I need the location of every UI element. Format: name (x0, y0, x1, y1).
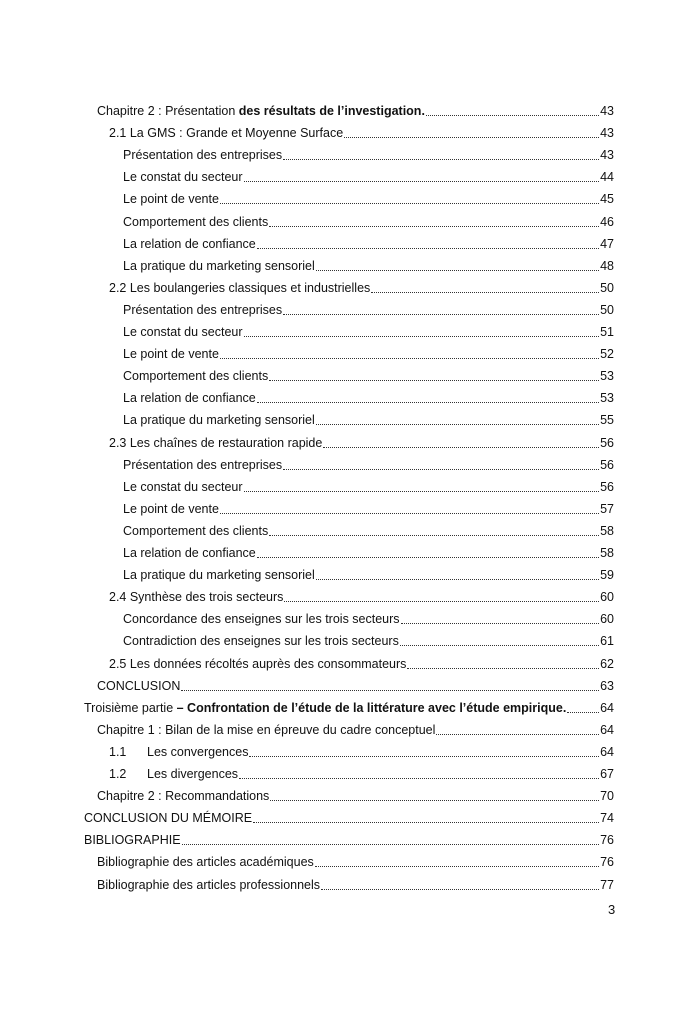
toc-entry-text: Présentation des entreprises (123, 148, 283, 163)
page-number: 3 (608, 902, 616, 917)
dot-leader (270, 800, 599, 801)
toc-entry-title (123, 479, 243, 495)
toc-entry-page: 57 (600, 501, 614, 516)
toc-entry-text: 2.4 Synthèse des trois secteurs (109, 590, 284, 605)
toc-entry-text: Comportement des clients (123, 523, 269, 538)
toc-entry[interactable] (123, 386, 616, 406)
dot-leader (239, 778, 599, 779)
toc-entry-title (123, 346, 219, 362)
toc-entry-page: 77 (600, 877, 614, 892)
toc-entry[interactable] (123, 254, 616, 274)
dot-leader (315, 866, 599, 867)
toc-entry-title (109, 656, 406, 672)
toc-entry-text: 2.2 Les boulangeries classiques et industrielles (109, 280, 371, 295)
toc-entry-page: 62 (600, 656, 614, 671)
dot-leader (283, 469, 599, 470)
dot-leader (323, 447, 599, 448)
toc-entry[interactable] (123, 453, 616, 473)
dot-leader (321, 889, 599, 890)
toc-entry-title (123, 567, 315, 583)
dot-leader (283, 159, 599, 160)
toc-entry[interactable] (97, 674, 616, 694)
toc-entry-text: Le point de vente (123, 501, 219, 516)
toc-entry[interactable] (123, 519, 616, 539)
toc-entry-page: 74 (600, 811, 614, 826)
toc-entry-bold-text: – Confrontation de l’étude de la littérature avec l’étude empirique. (176, 700, 567, 715)
dot-leader (567, 712, 599, 713)
toc-entry-text: Concordance des enseignes sur les trois secteurs (123, 612, 400, 627)
toc-entry-page: 50 (600, 280, 614, 295)
dot-leader (269, 380, 599, 381)
toc-entry-text: BIBLIOGRAPHIE (84, 833, 181, 848)
toc-entry-title (109, 744, 248, 760)
toc-entry-text: Le constat du secteur (123, 479, 243, 494)
toc-entry-title (123, 258, 315, 274)
toc-entry-page: 53 (600, 369, 614, 384)
toc-entry-text: 2.3 Les chaînes de restauration rapide (109, 435, 323, 450)
toc-entry[interactable] (123, 629, 616, 649)
toc-entry-text: La relation de confiance (123, 546, 256, 560)
toc-entry-title (123, 412, 315, 428)
toc-entry-page: 43 (600, 104, 614, 118)
toc-entry-title (123, 169, 243, 185)
toc-entry-title (123, 501, 219, 517)
toc-entry[interactable] (123, 563, 616, 583)
toc-entry-page: 76 (600, 833, 614, 848)
dot-leader (284, 601, 599, 602)
toc-entry[interactable] (123, 364, 616, 384)
toc-entry-text: Chapitre 2 : Recommandations (97, 789, 270, 804)
toc-entry-text: Troisième partie (84, 700, 177, 715)
toc-entry-page: 46 (600, 214, 614, 229)
toc-entry[interactable] (97, 873, 616, 893)
toc-entry-page: 76 (600, 855, 614, 870)
dot-leader (220, 358, 599, 359)
toc-entry[interactable] (123, 210, 616, 230)
toc-entry-text: Chapitre 1 : Bilan de la mise en épreuve du cadre conceptuel (97, 722, 436, 737)
toc-entry-text: Bibliographie des articles académiques (97, 855, 314, 870)
toc-entry[interactable] (109, 652, 616, 672)
toc-entry-title (109, 435, 322, 451)
toc-entry-title (97, 788, 269, 804)
toc-entry[interactable] (123, 408, 616, 428)
toc-entry-number: 1.2 (109, 767, 127, 781)
toc-entry-title (109, 589, 283, 605)
dot-leader (257, 248, 599, 249)
toc-entry[interactable] (97, 99, 616, 119)
toc-entry-title (109, 125, 343, 141)
toc-entry-page: 59 (600, 568, 614, 583)
toc-entry[interactable] (109, 276, 616, 296)
toc-entry-title (123, 523, 268, 539)
toc-entry-page: 55 (600, 413, 614, 428)
toc-entry-text: La pratique du marketing sensoriel (123, 568, 315, 583)
toc-entry-page: 51 (600, 325, 614, 339)
toc-entry[interactable] (84, 828, 616, 848)
toc-entry-bold-text: des résultats de l’investigation. (238, 104, 425, 118)
toc-entry-title (123, 457, 282, 473)
toc-entry-page: 60 (600, 612, 614, 627)
dot-leader (244, 181, 600, 182)
toc-entry-text: La pratique du marketing sensoriel (123, 258, 315, 273)
toc-entry-page: 50 (600, 302, 614, 317)
toc-entry-title (123, 390, 256, 406)
toc-entry-number: 1.1 (109, 744, 127, 759)
toc-entry[interactable] (123, 541, 616, 561)
toc-entry-title (123, 324, 243, 340)
toc-entry-page: 47 (600, 236, 614, 251)
toc-entry[interactable] (123, 607, 616, 627)
dot-leader (181, 690, 599, 691)
toc-entry-title (84, 810, 252, 826)
toc-entry[interactable] (97, 718, 616, 738)
toc-entry-text: Les convergences (147, 744, 249, 759)
toc-entry[interactable] (123, 497, 616, 517)
toc-entry-page: 64 (600, 722, 614, 737)
toc-entry[interactable] (123, 232, 616, 252)
dot-leader (220, 203, 599, 204)
dot-leader (316, 424, 599, 425)
toc-entry-page: 61 (600, 634, 614, 649)
toc-entry-title (123, 147, 282, 163)
toc-entry-text: Comportement des clients (123, 369, 269, 384)
toc-entry-title (97, 103, 425, 119)
dot-leader (269, 226, 599, 227)
toc-entry-text: Les divergences (147, 767, 239, 781)
toc-entry-text: Chapitre 2 : Présentation (97, 104, 239, 118)
toc-entry[interactable] (109, 585, 616, 605)
toc-entry[interactable] (123, 143, 616, 163)
toc-entry[interactable] (109, 740, 616, 760)
toc-entry[interactable] (84, 806, 616, 826)
toc-entry-text: La relation de confiance (123, 236, 256, 251)
toc-entry[interactable] (123, 475, 616, 495)
toc-entry-text: La relation de confiance (123, 391, 256, 406)
toc-entry-title (123, 545, 256, 561)
toc-entry-page: 64 (600, 700, 614, 715)
dot-leader (400, 645, 599, 646)
toc-entry-page: 45 (600, 192, 614, 207)
dot-leader (316, 579, 599, 580)
toc-entry-page: 56 (600, 435, 614, 450)
toc-entry[interactable] (97, 784, 616, 804)
toc-entry-title (123, 611, 400, 627)
toc-entry-title (123, 191, 219, 207)
dot-leader (182, 844, 600, 845)
toc-entry-title (123, 302, 282, 318)
toc-entry-page: 64 (600, 744, 614, 759)
toc-entry-page: 67 (600, 767, 614, 781)
toc-entry-page: 58 (600, 523, 614, 538)
dot-leader (257, 557, 599, 558)
dot-leader (436, 734, 599, 735)
toc-entry-page: 56 (600, 457, 614, 472)
toc-entry-title (97, 854, 314, 870)
toc-entry-title (84, 700, 566, 716)
dot-leader (344, 137, 599, 138)
toc-entry-page: 56 (600, 479, 614, 494)
toc-entry-text: Présentation des entreprises (123, 302, 283, 317)
toc-entry-title (123, 368, 268, 384)
dot-leader (283, 314, 599, 315)
toc-entry[interactable] (97, 850, 616, 870)
toc-entry-page: 52 (600, 347, 614, 362)
toc-entry-page: 60 (600, 590, 614, 605)
toc-entry-text: Bibliographie des articles professionnels (97, 877, 321, 892)
toc-entry[interactable] (123, 320, 616, 340)
toc-entry-page: 48 (600, 258, 614, 273)
dot-leader (249, 756, 599, 757)
dot-leader (316, 270, 599, 271)
toc-entry-page: 53 (600, 391, 614, 406)
toc-entry-title (97, 877, 320, 893)
toc-entry-text: Présentation des entreprises (123, 457, 283, 472)
toc-entry-text: Contradiction des enseignes sur les trois secteurs (123, 634, 399, 649)
dot-leader (253, 822, 599, 823)
toc-entry-text: CONCLUSION DU MÉMOIRE (84, 811, 253, 826)
toc-entry-title (109, 280, 370, 296)
toc-entry-page: 63 (600, 678, 614, 693)
toc-entry-text: La pratique du marketing sensoriel (123, 413, 315, 428)
toc-entry-page: 43 (600, 126, 614, 141)
toc-entry-title (109, 766, 238, 782)
toc-entry-page: 43 (600, 148, 614, 163)
toc-entry-text: Le constat du secteur (123, 325, 243, 339)
toc-entry-text: CONCLUSION (97, 678, 181, 693)
toc-entry-title (97, 678, 180, 694)
toc-entry[interactable] (123, 342, 616, 362)
toc-entry-text: Le point de vente (123, 192, 219, 207)
dot-leader (220, 513, 599, 514)
dot-leader (244, 336, 600, 337)
dot-leader (401, 623, 600, 624)
toc-entry[interactable] (123, 187, 616, 207)
toc-entry-title (123, 214, 268, 230)
dot-leader (257, 402, 599, 403)
toc-entry-text: Le point de vente (123, 347, 219, 362)
toc-entry-text: Le constat du secteur (123, 170, 243, 185)
toc-entry-text: 2.5 Les données récoltés auprès des consommateurs (109, 656, 407, 671)
toc-entry-page: 44 (600, 170, 614, 185)
dot-leader (371, 292, 599, 293)
toc-entry-page: 70 (600, 789, 614, 804)
toc-entry[interactable] (109, 762, 616, 782)
toc-entry-title (84, 832, 181, 848)
toc-entry-text: Comportement des clients (123, 214, 269, 229)
toc-entry-text: 2.1 La GMS : Grande et Moyenne Surface (109, 126, 344, 141)
toc-entry[interactable] (123, 165, 616, 185)
toc-entry[interactable] (109, 121, 616, 141)
dot-leader (269, 535, 599, 536)
toc-entry-title (123, 633, 399, 649)
toc-entry-title (97, 722, 435, 738)
toc-entry[interactable] (109, 431, 616, 451)
dot-leader (244, 491, 600, 492)
dot-leader (407, 668, 599, 669)
toc-entry-title (123, 236, 256, 252)
dot-leader (426, 115, 599, 116)
toc-entry-page: 58 (600, 546, 614, 560)
toc-entry[interactable] (123, 298, 616, 318)
toc-entry[interactable] (84, 696, 616, 716)
